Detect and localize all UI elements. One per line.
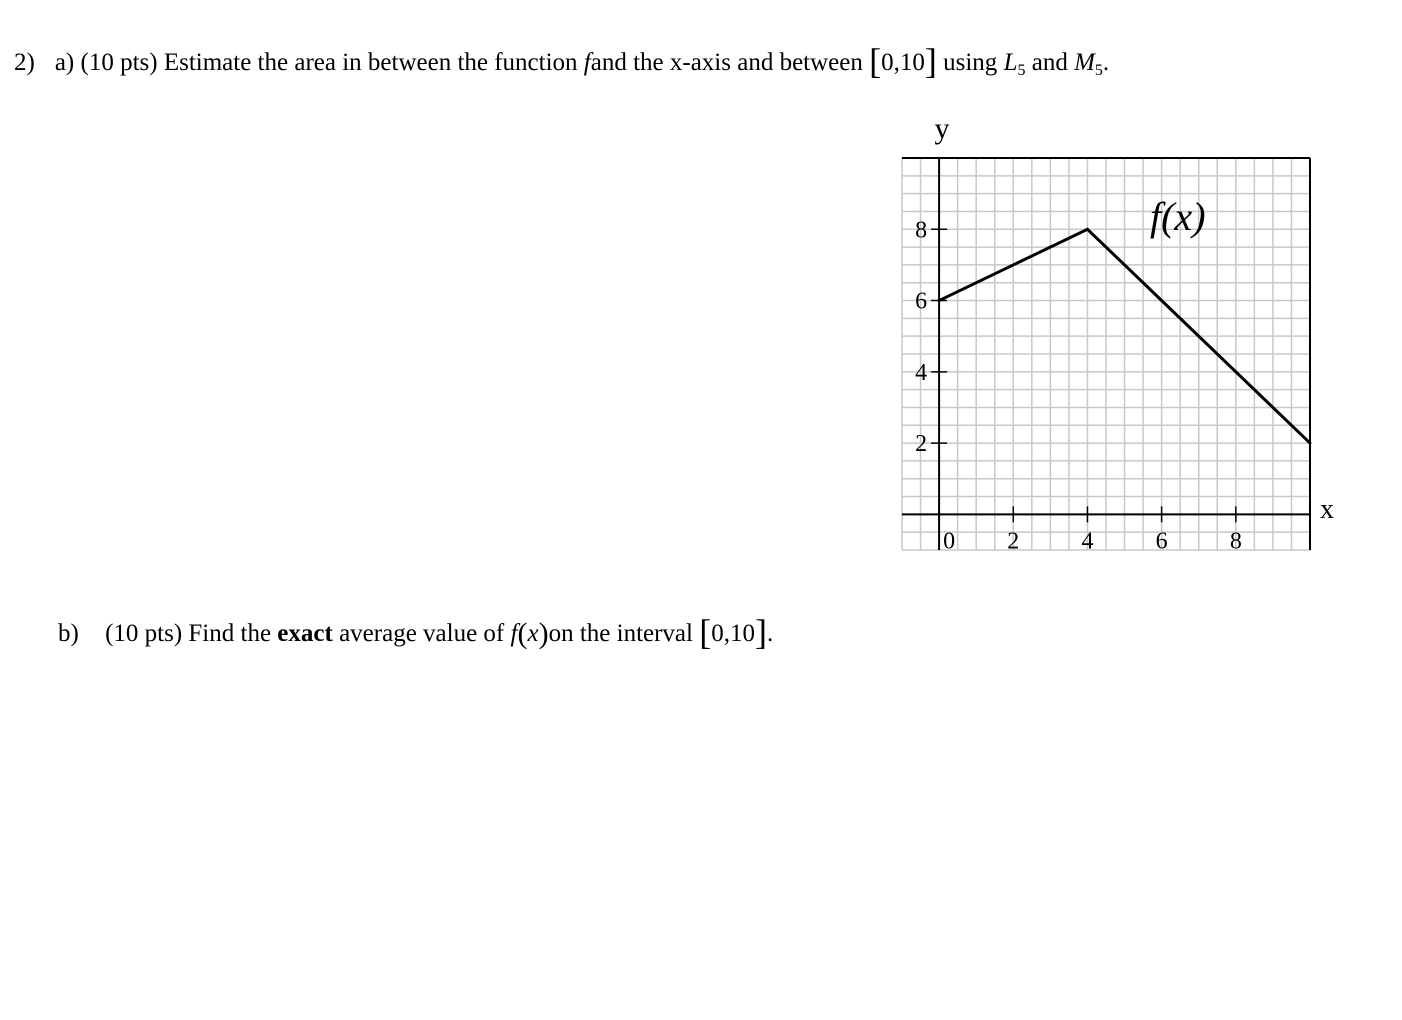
question-a-text-3: using [943, 49, 998, 76]
interval-bracket-open: [ [869, 41, 882, 81]
y-tick-label: 4 [915, 359, 928, 386]
method-l-subscript: 5 [1017, 62, 1026, 79]
series-point [1086, 228, 1089, 231]
x-tick-label: 2 [1007, 528, 1020, 555]
question-b-text-1: (10 pts) Find the [105, 620, 272, 647]
tick-labels [915, 217, 1242, 554]
interval-bracket-open-b: [ [699, 612, 712, 652]
question-b-bold-word: exact [277, 620, 333, 647]
method-l-letter: L [1003, 49, 1018, 76]
interval-bracket-close: ] [924, 41, 937, 81]
grid [902, 158, 1310, 550]
question-2a [14, 41, 1110, 86]
variable-x: x [527, 620, 539, 647]
paren-close: ) [538, 617, 549, 650]
y-tick-label: 6 [915, 288, 928, 315]
question-b-period: . [766, 620, 774, 647]
y-axis-label: y [934, 112, 950, 145]
x-axis-label: x [1320, 494, 1334, 525]
interval-bracket-close-b: ] [754, 612, 767, 652]
x-tick-label: 6 [1155, 528, 1168, 555]
question-a-text-4: and [1031, 49, 1068, 76]
y-tick-label: 8 [915, 217, 928, 244]
part-label-b: b) [58, 620, 79, 647]
part-label-a: a) [54, 49, 75, 76]
question-2b [58, 612, 774, 652]
interval-value-b: 0,10 [711, 620, 755, 647]
x-tick-label: 8 [1229, 528, 1242, 555]
y-tick-label: 2 [915, 431, 928, 458]
function-symbol-f-b: f [510, 620, 518, 647]
function-symbol-f: f [583, 49, 591, 76]
question-a-text-1: (10 pts) Estimate the area in between the function [80, 49, 578, 76]
x-tick-label: 0 [943, 528, 956, 555]
curve-label: f(x) [1150, 194, 1206, 239]
question-a-text-2: and the x-axis and between [590, 49, 863, 76]
question-number: 2) [14, 49, 35, 76]
series-point [938, 299, 941, 302]
method-m-subscript: 5 [1094, 62, 1103, 79]
method-m-letter: M [1074, 49, 1095, 76]
question-b-text-2: average value of [339, 620, 505, 647]
x-tick-label: 4 [1081, 528, 1094, 555]
paren-open: ( [517, 617, 528, 650]
function-graph [880, 110, 1350, 570]
question-a-period: . [1102, 49, 1110, 76]
interval-value: 0,10 [881, 49, 925, 76]
question-b-text-3: on the interval [548, 620, 693, 647]
series-point [1309, 442, 1312, 445]
